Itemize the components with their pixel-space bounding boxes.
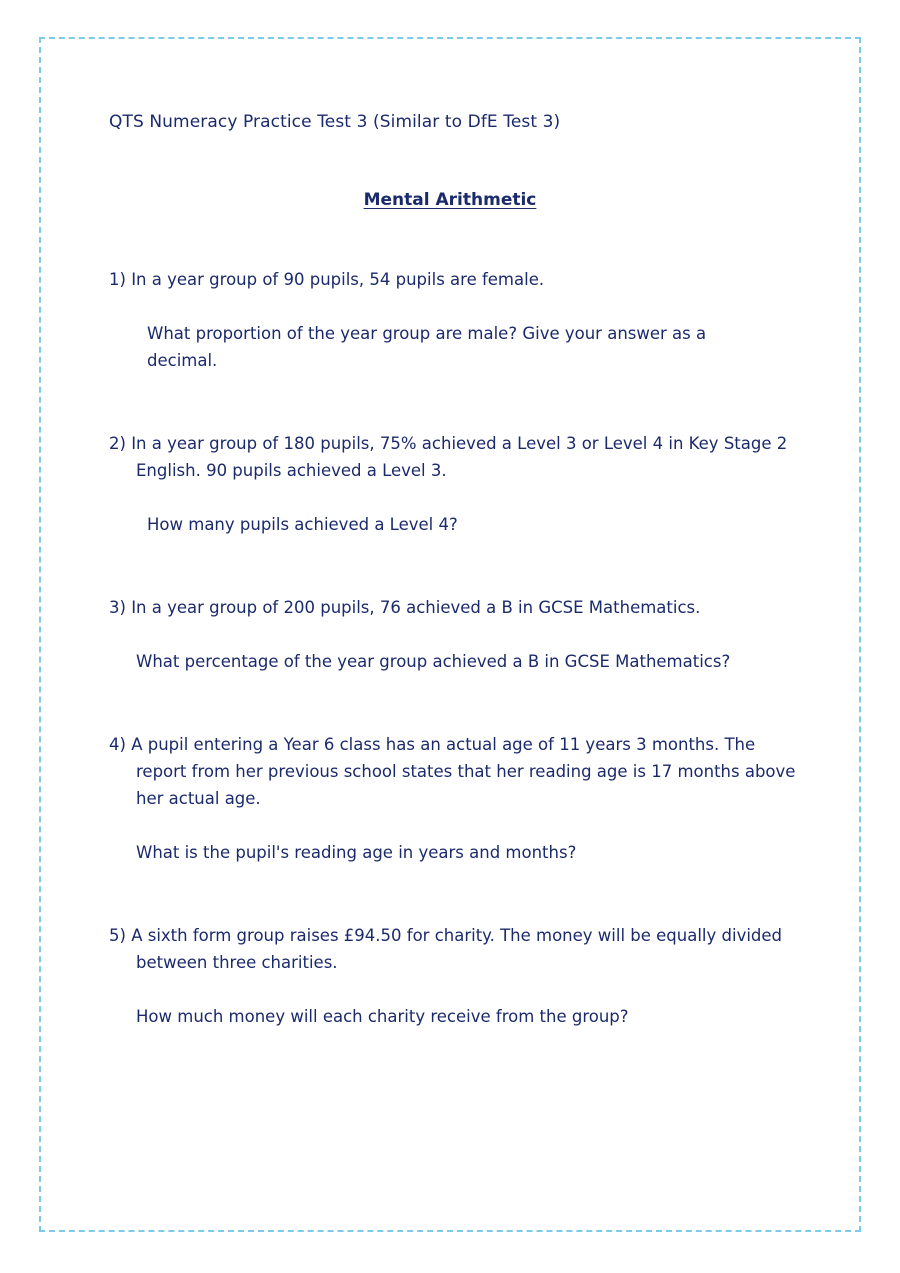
question-3	[109, 594, 809, 675]
question-ask: What proportion of the year group are male? Give your answer as a decimal.	[147, 324, 707, 370]
document-title: QTS Numeracy Practice Test 3 (Similar to DfE Test 3)	[109, 112, 561, 132]
question-number: 3)	[109, 598, 126, 617]
question-number: 2)	[109, 434, 126, 453]
question-ask: What is the pupil's reading age in years and months?	[136, 843, 577, 862]
question-ask: How many pupils achieved a Level 4?	[147, 515, 458, 534]
question-stem	[109, 266, 809, 293]
question-stem	[109, 430, 816, 484]
question-stem	[109, 731, 796, 812]
question-ask: What percentage of the year group achieved a B in GCSE Mathematics?	[136, 652, 731, 671]
question-number: 4)	[109, 735, 126, 754]
question-text: A pupil entering a Year 6 class has an actual age of 11 years 3 months. The report from her previous school states that her reading age is 17 months above her actual age.	[131, 735, 796, 808]
question-4	[109, 731, 809, 866]
question-stem	[109, 922, 786, 976]
question-number: 1)	[109, 270, 126, 289]
question-text: A sixth form group raises £94.50 for charity. The money will be equally divided between three charities.	[131, 926, 783, 972]
question-text: In a year group of 200 pupils, 76 achieved a B in GCSE Mathematics.	[131, 598, 701, 617]
question-1	[109, 266, 809, 374]
question-stem	[109, 594, 809, 621]
question-5	[109, 922, 809, 1030]
question-ask: How much money will each charity receive from the group?	[136, 1007, 629, 1026]
question-text: In a year group of 90 pupils, 54 pupils are female.	[131, 270, 545, 289]
question-number: 5)	[109, 926, 126, 945]
question-2	[109, 430, 809, 538]
question-text: In a year group of 180 pupils, 75% achieved a Level 3 or Level 4 in Key Stage 2 English. 90 pupils achieved a Level 3.	[131, 434, 788, 480]
section-heading: Mental Arithmetic	[363, 190, 537, 210]
